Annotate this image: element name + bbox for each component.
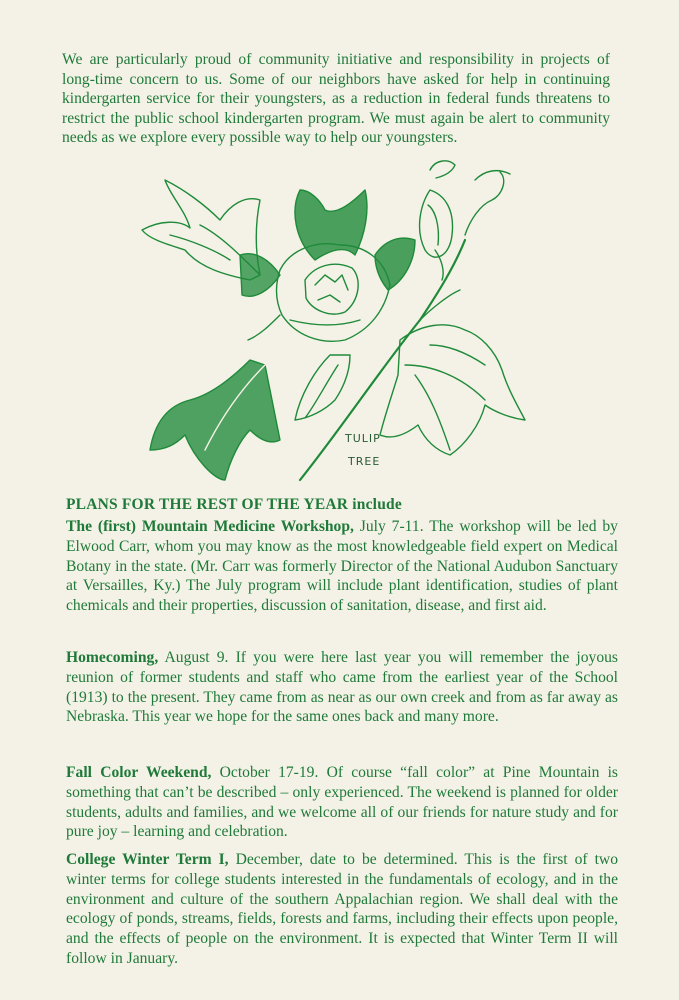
event-name: College Winter Term I, <box>66 851 229 868</box>
event-college-winter-term <box>66 850 618 969</box>
event-description: December, date to be determined. This is the first of two winter terms for college students interested in the fundamentals of ecology, and in the environment and culture of the southern Appalachian region. We shall deal with the ecology of ponds, streams, fields, forests and farms, including their effects upon people, and the effects of people on the environment. It is expected that Winter Term II will follow in January. <box>66 851 618 967</box>
event-fall-color-weekend <box>66 763 618 842</box>
plans-heading <box>66 496 402 514</box>
plans-heading-caps: PLANS FOR THE REST OF THE YEAR <box>66 496 349 513</box>
illustration-label-tulip: TULIP <box>345 432 381 445</box>
event-description: August 9. If you were here last year you will remember the joyous reunion of former students and staff who came from the earliest year of the School (1913) to the present. They came from as near as our own creek and from as far away as Nebraska. This year we hope for the same ones back and many more. <box>66 649 618 726</box>
illustration-label-tree: TREE <box>348 455 381 468</box>
tulip-tree-illustration <box>130 150 530 490</box>
event-name: Homecoming, <box>66 649 159 666</box>
plans-heading-rest: include <box>348 496 402 513</box>
event-description: October 17-19. Of course “fall color” at Pine Mountain is something that can’t be described – only experienced. The weekend is planned for older students, adults and families, and we welcome all of our friends for nature study and for pure joy – learning and celebration. <box>66 764 618 841</box>
event-homecoming <box>66 648 618 727</box>
event-mountain-medicine-workshop <box>66 517 618 616</box>
tulip-tree-drawing-icon <box>130 150 530 490</box>
event-description: July 7-11. The workshop will be led by Elwood Carr, whom you may know as the most knowledgeable field expert on Medical Botany in the state. (Mr. Carr was formerly Director of the National Audubon Sanctuary at Versailles, Ky.) The July program will include plant identification, studies of plant chemicals and their properties, discussion of sanitation, disease, and first aid. <box>66 518 618 615</box>
event-name: Fall Color Weekend, <box>66 764 212 781</box>
intro-paragraph: We are particularly proud of community initiative and responsibility in projects of long-time concern to us. Some of our neighbors have asked for help in continuing kindergarten service for their youngsters, as a reduction in federal funds threatens to restrict the public school kindergarten program. We must again be alert to community needs as we explore every possible way to help our youngsters. <box>62 51 610 147</box>
event-name: The (first) Mountain Medicine Workshop, <box>66 518 354 535</box>
